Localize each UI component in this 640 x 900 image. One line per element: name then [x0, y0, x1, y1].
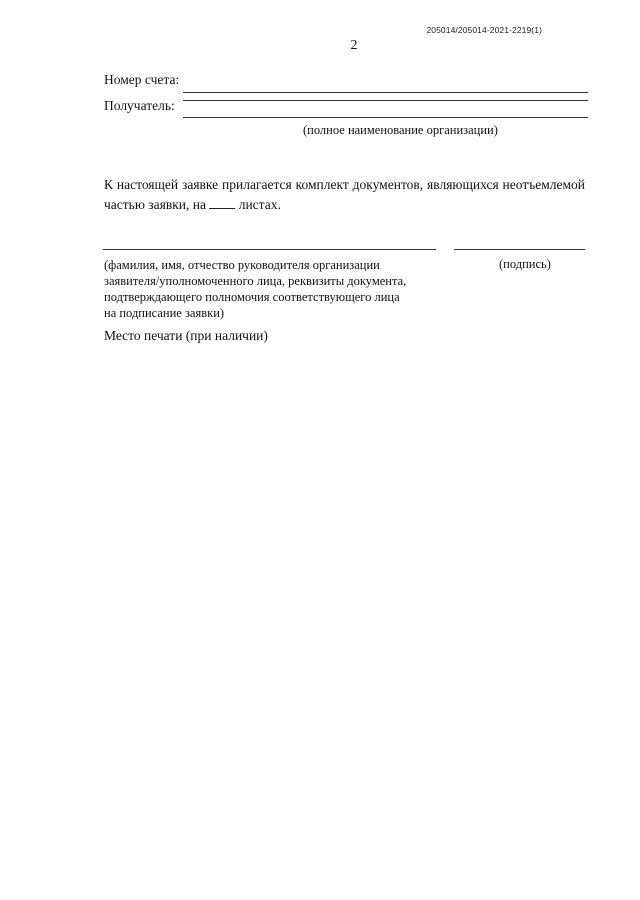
signatory-note-line: на подписание заявки) [104, 306, 225, 320]
recipient-line-1 [183, 100, 588, 101]
signatory-name-line [103, 249, 436, 250]
recipient-line-2 [183, 117, 588, 118]
attachment-text: К настоящей заявке прилагается комплект документов, являющихся неотъемлемой частью заявки, на [104, 177, 585, 212]
signatory-note-line: заявителя/уполномоченного лица, реквизиты документа, [104, 274, 407, 288]
account-number-line [183, 92, 588, 93]
attachment-text-end: листах. [238, 197, 281, 212]
signature-line [454, 249, 585, 250]
attachment-paragraph [104, 175, 585, 215]
stamp-place-label: Место печати (при наличии) [104, 328, 268, 343]
recipient-caption: (полное наименование организации) [303, 123, 498, 137]
page-number: 2 [350, 38, 358, 53]
document-id: 205014/205014-2021-2219(1) [426, 25, 542, 35]
sheet-count-blank [209, 196, 235, 209]
signature-caption: (подпись) [499, 257, 551, 271]
account-number-label: Номер счета: [104, 72, 180, 87]
signatory-note-line: подтверждающего полномочия соответствующего лица [104, 290, 400, 304]
recipient-label: Получатель: [104, 98, 175, 113]
signatory-note-line: (фамилия, имя, отчество руководителя организации [104, 258, 380, 272]
signatory-note [104, 257, 406, 321]
